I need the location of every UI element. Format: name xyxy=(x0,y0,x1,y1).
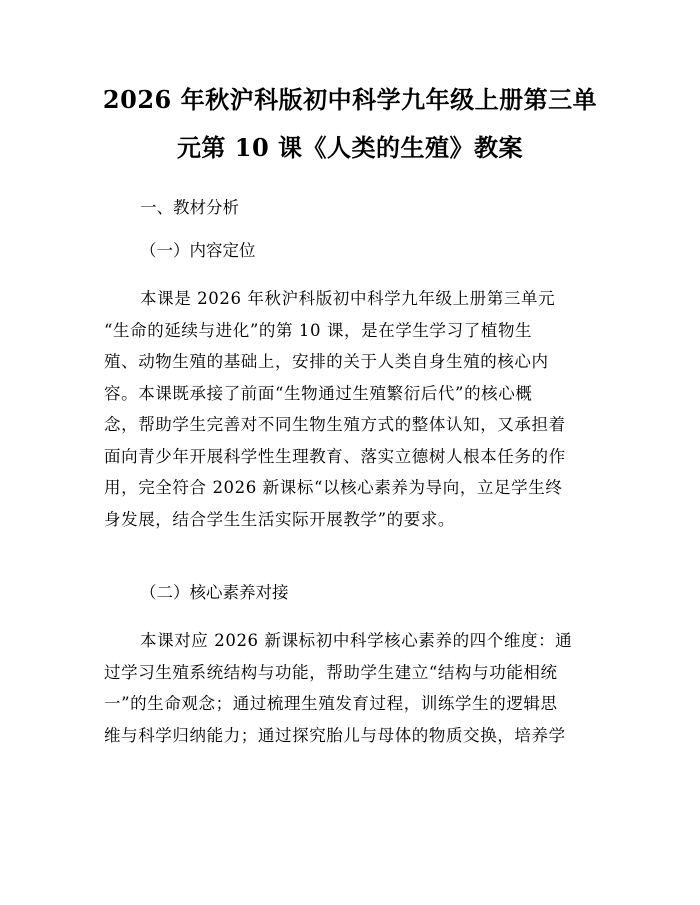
paragraph-line: 本课对应 2026 新课标初中科学核心素养的四个维度：通 xyxy=(140,631,573,650)
subsection-heading-core-literacy: （二）核心素养对接 xyxy=(140,583,289,602)
paragraph-content-positioning xyxy=(104,283,604,535)
paragraph-line: 维与科学归纳能力；通过探究胎儿与母体的物质交换，培养学 xyxy=(104,725,566,745)
paragraph-line: 身发展，结合学生生活实际开展教学”的要求。 xyxy=(104,509,456,529)
paragraph-line: 容。本课既承接了前面“生物通过生殖繁衍后代”的核心概 xyxy=(104,383,533,403)
document-title-line-1: 2026 年秋沪科版初中科学九年级上册第三单 xyxy=(102,85,598,114)
paragraph-line: 过学习生殖系统结构与功能，帮助学生建立“结构与功能相统 xyxy=(104,662,558,682)
paragraph-line: “生命的延续与进化”的第 10 课，是在学生学习了植物生 xyxy=(104,320,533,340)
document-title-line-2: 元第 10 课《人类的生殖》教案 xyxy=(176,133,524,162)
paragraph-line: 面向青少年开展科学性生理教育、落实立德树人根本任务的作 xyxy=(104,446,566,466)
paragraph-line: 殖、动物生殖的基础上，安排的关于人类自身生殖的核心内 xyxy=(104,352,549,371)
section-heading-textbook-analysis: 一、教材分析 xyxy=(140,198,239,217)
subsection-heading-content-positioning: （一）内容定位 xyxy=(140,241,256,260)
paragraph-core-literacy xyxy=(104,625,604,751)
paragraph-line: 念，帮助学生完善对不同生物生殖方式的整体认知，又承担着 xyxy=(104,415,566,434)
paragraph-line: 本课是 2026 年秋沪科版初中科学九年级上册第三单元 xyxy=(140,289,556,308)
paragraph-line: 一”的生命观念；通过梳理生殖发育过程，训练学生的逻辑思 xyxy=(104,694,558,713)
paragraph-line: 用，完全符合 2026 新课标“以核心素养为导向，立足学生终 xyxy=(104,478,563,497)
